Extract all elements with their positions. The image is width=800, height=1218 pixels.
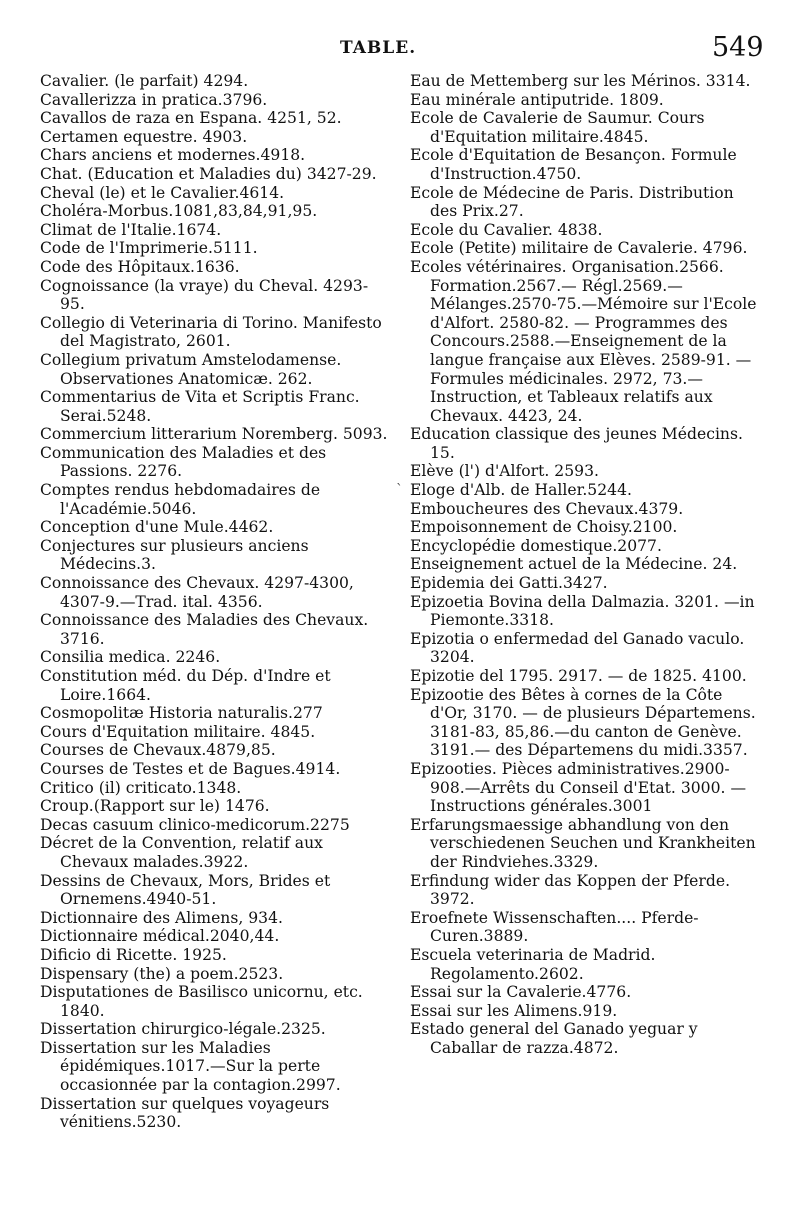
margin-mark: ` bbox=[396, 482, 403, 498]
index-entry: Croup.(Rapport sur le) 1476. bbox=[40, 797, 270, 816]
index-entry: Dictionnaire médical.2040,44. bbox=[40, 927, 280, 946]
index-entry: Ecole du Cavalier. 4838. bbox=[410, 220, 603, 239]
index-entry: Epizotie del 1795. 2917. — de 1825. 4100. bbox=[410, 667, 747, 685]
index-entry: Commercium litterarium Noremberg. 5093. bbox=[40, 425, 388, 444]
index-entry: Education classique des jeunes Médecins. 15. bbox=[410, 425, 743, 462]
index-entry: Ecole de Cavalerie de Saumur. Cours d'Equitation militaire.4845. bbox=[410, 109, 705, 146]
index-entry: Epizooties. Pièces administratives.2900-908.—Arrêts du Conseil d'Etat. 3000. —Instructions générales.3001 bbox=[410, 759, 747, 816]
index-entry: Chars anciens et modernes.4918. bbox=[40, 146, 306, 165]
index-entry: Certamen equestre. 4903. bbox=[40, 127, 248, 146]
index-entry: Ecole d'Equitation de Besançon. Formule d'Instruction.4750. bbox=[410, 146, 737, 183]
index-column-right bbox=[410, 72, 758, 1057]
index-entry: Ecoles vétérinaires. Organisation.2566. Formation.2567.— Régl.2569.— Mélanges.2570-75.—Mémoire sur l'Ecole d'Alfort. 2580-82. — Programmes des Concours.2588.—Enseignement de la langue française aux Elèves. 2589-91. —Formules médicinales. 2972, 73.— Instruction, et Tableaux relatifs aux Chevaux. 4423, 24. bbox=[410, 257, 757, 425]
index-entry: Conjectures sur plusieurs anciens Médecins.3. bbox=[40, 536, 309, 574]
index-entry: Essai sur la Cavalerie.4776. bbox=[410, 983, 632, 1002]
index-entry: Collegium privatum Amstelodamense. Observationes Anatomicæ. 262. bbox=[40, 350, 342, 388]
index-entry: Cavalier. (le parfait) 4294. bbox=[40, 72, 249, 90]
index-entry: Estado general del Ganado yeguar y Caballar de razza.4872. bbox=[410, 1020, 698, 1057]
index-entry: Dissertation sur quelques voyageurs vénitiens.5230. bbox=[40, 1094, 330, 1132]
index-entry: Dissertation chirurgico-légale.2325. bbox=[40, 1020, 326, 1039]
index-entry: Comptes rendus hebdomadaires de l'Académie.5046. bbox=[40, 481, 321, 518]
index-entry: Cheval (le) et le Cavalier.4614. bbox=[40, 183, 285, 202]
index-entry: Elève (l') d'Alfort. 2593. bbox=[410, 462, 599, 481]
index-entry: Courses de Testes et de Bagues.4914. bbox=[40, 759, 341, 778]
index-entry: Cavallos de raza en Espana. 4251, 52. bbox=[40, 109, 342, 128]
index-entry: Erfindung wider das Koppen der Pferde. 3972. bbox=[410, 871, 731, 909]
index-entry: Dissertation sur les Maladies épidémiques.1017.—Sur la perte occasionnée par la contagion.2997. bbox=[40, 1038, 341, 1095]
index-entry: Disputationes de Basilisco unicornu, etc. 1840. bbox=[40, 983, 363, 1020]
index-entry: Connoissance des Maladies des Chevaux. 3716. bbox=[40, 611, 369, 648]
index-entry: Communication des Maladies et des Passions. 2276. bbox=[40, 443, 327, 481]
index-entry: Empoisonnement de Choisy.2100. bbox=[410, 518, 678, 537]
index-entry: Constitution méd. du Dép. d'Indre et Loire.1664. bbox=[40, 667, 331, 704]
index-entry: Dispensary (the) a poem.2523. bbox=[40, 964, 284, 983]
index-entry: Enseignement actuel de la Médecine. 24. bbox=[410, 555, 738, 574]
index-entry: Eau minérale antiputride. 1809. bbox=[410, 90, 664, 109]
index-entry: Emboucheures des Chevaux.4379. bbox=[410, 499, 684, 518]
index-entry: Cavallerizza in pratica.3796. bbox=[40, 90, 268, 109]
index-entry: Choléra-Morbus.1081,83,84,91,95. bbox=[40, 202, 318, 221]
index-entry: Décret de la Convention, relatif aux Chevaux malades.3922. bbox=[40, 834, 323, 871]
index-entry: Escuela veterinaria de Madrid. Regolamento.2602. bbox=[410, 945, 656, 983]
index-entry: Commentarius de Vita et Scriptis Franc. Serai.5248. bbox=[40, 388, 360, 425]
index-entry: Dificio di Ricette. 1925. bbox=[40, 945, 227, 964]
index-entry: Encyclopédie domestique.2077. bbox=[410, 536, 662, 555]
index-entry: Collegio di Veterinaria di Torino. Manifesto del Magistrato, 2601. bbox=[40, 313, 382, 351]
index-entry: Conception d'une Mule.4462. bbox=[40, 518, 274, 537]
index-entry: Dessins de Chevaux, Mors, Brides et Ornemens.4940-51. bbox=[40, 871, 331, 909]
index-entry: Critico (il) criticato.1348. bbox=[40, 778, 242, 797]
index-entry: Epizootie des Bêtes à cornes de la Côte d'Or, 3170. — de plusieurs Départemens. 3181-83, 85,86.—du canton de Genève. 3191.— des Départemens du midi.3357. bbox=[410, 685, 756, 760]
index-entry: Erfarungsmaessige abhandlung von den verschiedenen Seuchen und Krankheiten der Rindviehes.3329. bbox=[410, 815, 756, 871]
index-entry: Dictionnaire des Alimens, 934. bbox=[40, 908, 283, 927]
index-entry: Eau de Mettemberg sur les Mérinos. 3314. bbox=[410, 72, 751, 90]
index-column-left bbox=[40, 72, 392, 1132]
index-entry: Eroefnete Wissenschaften.... Pferde-Curen.3889. bbox=[410, 908, 699, 946]
page-number: 549 bbox=[712, 32, 764, 63]
index-entry: Decas casuum clinico-medicorum.2275 bbox=[40, 815, 350, 834]
index-entry: Cosmopolitæ Historia naturalis.277 bbox=[40, 704, 323, 723]
index-entry: Epidemia dei Gatti.3427. bbox=[410, 574, 608, 593]
index-entry: Essai sur les Alimens.919. bbox=[410, 1001, 618, 1020]
running-head: TABLE. bbox=[340, 38, 417, 58]
index-entry: Ecole de Médecine de Paris. Distribution des Prix.27. bbox=[410, 183, 734, 221]
index-entry: Code de l'Imprimerie.5111. bbox=[40, 239, 258, 258]
index-entry: Cognoissance (la vraye) du Cheval. 4293-95. bbox=[40, 276, 369, 314]
index-entry: Epizoetia Bovina della Dalmazia. 3201. —in Piemonte.3318. bbox=[410, 592, 755, 630]
index-entry: Code des Hôpitaux.1636. bbox=[40, 257, 240, 276]
index-entry: Courses de Chevaux.4879,85. bbox=[40, 741, 276, 760]
index-entry: Cours d'Equitation militaire. 4845. bbox=[40, 722, 316, 741]
index-entry: Epizotia o enfermedad del Ganado vaculo. 3204. bbox=[410, 629, 745, 667]
index-entry: Chat. (Education et Maladies du) 3427-29. bbox=[40, 164, 377, 183]
index-entry: Ecole (Petite) militaire de Cavalerie. 4796. bbox=[410, 239, 748, 258]
index-entry: Eloge d'Alb. de Haller.5244. bbox=[410, 481, 632, 500]
index-entry: Connoissance des Chevaux. 4297-4300, 4307-9.—Trad. ital. 4356. bbox=[40, 574, 354, 611]
index-entry: Consilia medica. 2246. bbox=[40, 648, 221, 667]
index-entry: Climat de l'Italie.1674. bbox=[40, 220, 222, 239]
